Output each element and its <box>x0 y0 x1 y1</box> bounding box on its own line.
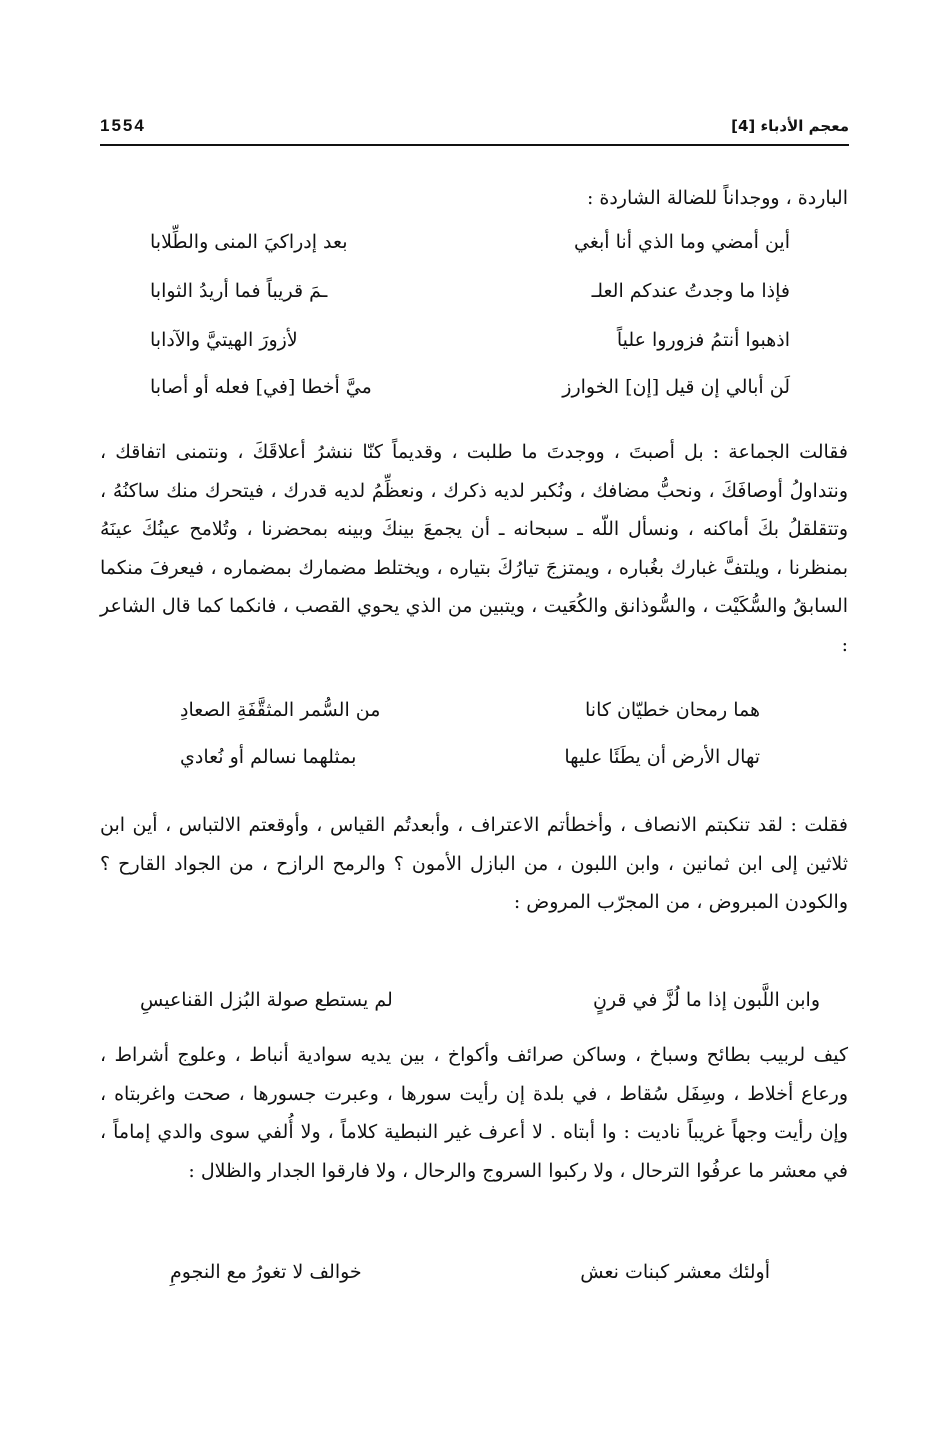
verse-first-hemistich: اذهبوا أنتمُ فزوروا علياً <box>616 329 790 351</box>
verse-second-hemistich: من السُّمر المثقَّفَةِ الصعادِ <box>180 699 381 721</box>
verse-second-hemistich: ميَّ أخطا [في] فعله أو أصابا <box>150 376 372 398</box>
running-head <box>100 112 849 142</box>
verse <box>150 320 790 361</box>
verse <box>150 367 790 408</box>
paragraph <box>100 1036 848 1190</box>
verse <box>150 222 790 263</box>
verse-first-hemistich: فإذا ما وجدتُ عندكم العلـ <box>591 280 790 302</box>
paragraph <box>100 806 848 922</box>
verse <box>180 737 760 778</box>
verse-second-hemistich: ـمَ قريباً فما أريدُ الثوابا <box>150 280 328 302</box>
verse-first-hemistich: لَن أبالي إن قيل [إن] الخوارز <box>562 376 790 398</box>
page-number: 1554 <box>100 116 146 135</box>
intro-line <box>100 179 848 218</box>
running-title: معجم الأدباء [4] <box>731 117 849 135</box>
verse <box>140 980 820 1021</box>
verse-second-hemistich: لم يستطع صولة البُزل القناعيسِ <box>140 989 393 1011</box>
paragraph <box>100 433 848 664</box>
verse-second-hemistich: لأزورَ الهيتيَّ والآدابا <box>150 329 298 351</box>
paragraph-text: فقالت الجماعة : بل أصبتَ ، ووجدتَ ما طلبت ، وقديماً كنّا ننشرُ أعلاقَكَ ، ونتمنى اتفاقك ، ونتداولُ أوصافَكَ ، ونحبُّ مضافك ، ونُكبر لديه ذكرك ، ونعظِّمُ لديه قدرك ، فيتحرك منك ساكنُهُ ، وتتقلقلُ بكَ أماكنه ، ونسأل اللّه ـ سبحانه ـ أن يجمعَ بينكَ وبينه بمحضرنا ، وتُلامح عينُكَ عينَهُ بمنظرنا ، ويلتفَّ غبارك بغُباره ، ويمتزجَ تيارُكَ بتياره ، ويختلط مضمارك بمضماره ، فيعرفَ منكما السابقُ والسُّكَيْت ، والسُّوذانق والكُعَيت ، ويتبين من الذي يحوي القصب ، فانكما كما قال الشاعر : <box>100 441 848 656</box>
verse-first-hemistich: أولئك معشر كبنات نعش <box>580 1261 770 1283</box>
verse-first-hemistich: أين أمضي وما الذي أنا أبغي <box>574 231 790 253</box>
verse-second-hemistich: بعد إدراكيَ المنى والطِّلابا <box>150 231 348 253</box>
verse-first-hemistich: هما رمحان خطيّان كانا <box>585 699 760 721</box>
verse <box>170 1252 770 1293</box>
verse <box>180 690 760 731</box>
verse-first-hemistich: وابن اللَّبون إذا ما لُزَّ في قرنٍ <box>593 989 820 1011</box>
intro-text: الباردة ، ووجداناً للضالة الشاردة : <box>586 187 848 209</box>
verse-second-hemistich: خوالف لا تغورُ مع النجومِ <box>170 1261 362 1283</box>
paragraph-text: فقلت : لقد تنكبتم الانصاف ، وأخطأتم الاعتراف ، وأبعدتُم القياس ، وأوقعتم الالتباس ، أين ابن ثلاثين إلى ابن ثمانين ، وابن اللبون ، من البازل الأمون ؟ والرمح الرازح ، من الجواد القارح ؟ والكودن المبروض ، من المجرّب المروض : <box>100 814 848 913</box>
paragraph-text: كيف لربيب بطائح وسباخ ، وساكن صرائف وأكواخ ، بين يديه سوادية أنباط ، وعلوج أشراط ، ورعاع أخلاط ، وسِفَل سُقاط ، في بلدة إن رأيت سورها ، وعبرت جسورها ، صحت واغربتاه ، وإن رأيت وجهاً غريباً ناديت : وا أبتاه . لا أعرف غير النبطية كلاماً ، ولا أُلفي سوى والدي إماماً ، في معشر ما عرفُوا الترحال ، ولا ركبوا السروج والرحال ، ولا فارقوا الجدار والظلال : <box>100 1044 848 1182</box>
verse-second-hemistich: بمثلهما نسالم أو نُعادي <box>180 746 357 768</box>
verse <box>150 271 790 312</box>
header-rule <box>100 144 849 146</box>
verse-first-hemistich: تهال الأرض أن يطَئَا عليها <box>564 746 760 768</box>
